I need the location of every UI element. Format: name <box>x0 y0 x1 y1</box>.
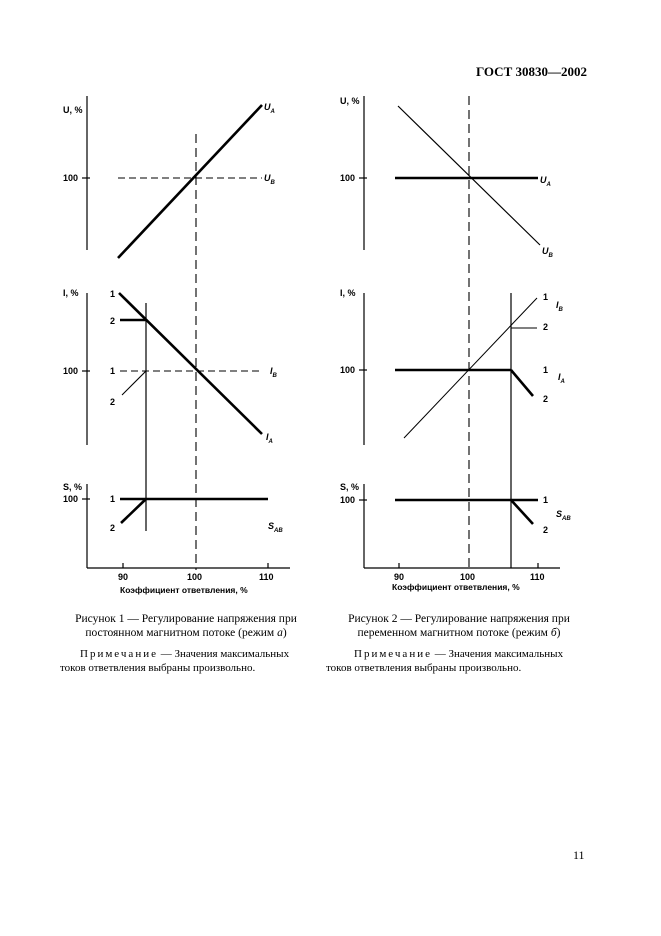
x-tick: 90 <box>118 572 129 582</box>
ua-label: $U_A$ <box>540 175 551 188</box>
s-axis-label: S, % <box>340 482 360 492</box>
mark-2: 2 <box>110 523 116 533</box>
caption-line: постоянном магнитном потоке (режим а) <box>85 627 287 639</box>
x-tick: 110 <box>259 572 274 582</box>
tick-100-i: 100 <box>340 365 356 375</box>
document-code: ГОСТ 30830—2002 <box>475 64 587 79</box>
i-axis-label: I, % <box>63 288 79 298</box>
x-axis-label: Коэффициент ответвления, % <box>120 585 248 595</box>
ub-label: $U_B$ <box>542 246 553 259</box>
caption-line: переменном магнитном потоке (режим б) <box>357 627 561 639</box>
figure-2-note: Примечание — Значения максимальных токов ответвления выбраны произвольно. <box>326 648 564 674</box>
x-tick: 90 <box>394 572 405 582</box>
x-axis-label: Коэффициент ответвления, % <box>392 582 520 592</box>
mark-2: 2 <box>110 316 116 326</box>
figure-1-note: Примечание — Значения максимальных токов ответвления выбраны произвольно. <box>60 648 290 674</box>
u-axis-label: U, % <box>63 105 83 115</box>
ua-label: $U_A$ <box>264 102 275 115</box>
u-axis-label: U, % <box>340 96 360 106</box>
page-number: 11 <box>573 848 585 862</box>
ib-label: $I_B$ <box>556 300 563 313</box>
x-tick: 100 <box>187 572 203 582</box>
mark-2: 2 <box>543 322 549 332</box>
figure-2-caption <box>329 612 589 640</box>
mark-2: 2 <box>110 397 116 407</box>
ia-label: $I_A$ <box>558 372 565 385</box>
mark-2: 2 <box>543 394 549 404</box>
x-tick: 110 <box>530 572 545 582</box>
caption-line: Рисунок 2 — Регулирование напряжения при <box>348 613 570 625</box>
tick-100-u: 100 <box>340 173 356 183</box>
mark-1: 1 <box>543 495 549 505</box>
caption-line: Рисунок 1 — Регулирование напряжения при <box>75 613 297 625</box>
ib-label: $I_B$ <box>270 366 277 379</box>
x-tick: 100 <box>460 572 476 582</box>
tick-100-i: 100 <box>63 366 79 376</box>
s-axis-label: S, % <box>63 482 83 492</box>
mark-1: 1 <box>110 366 116 376</box>
mark-1: 1 <box>543 365 549 375</box>
sab-label: $S_{AB}$ <box>268 521 283 534</box>
i-axis-label: I, % <box>340 288 356 298</box>
tick-100-s: 100 <box>63 494 79 504</box>
sab-label: $S_{AB}$ <box>556 509 571 522</box>
mark-1: 1 <box>543 292 549 302</box>
tick-100-u: 100 <box>63 173 79 183</box>
ib-line <box>404 298 537 438</box>
tick-100-s: 100 <box>340 495 356 505</box>
mark-1: 1 <box>110 289 116 299</box>
ia-label: $I_A$ <box>266 432 273 445</box>
mark-2: 2 <box>543 525 549 535</box>
ub-label: $U_B$ <box>264 173 275 186</box>
mark-1: 1 <box>110 494 116 504</box>
figure-1-caption <box>56 612 316 640</box>
